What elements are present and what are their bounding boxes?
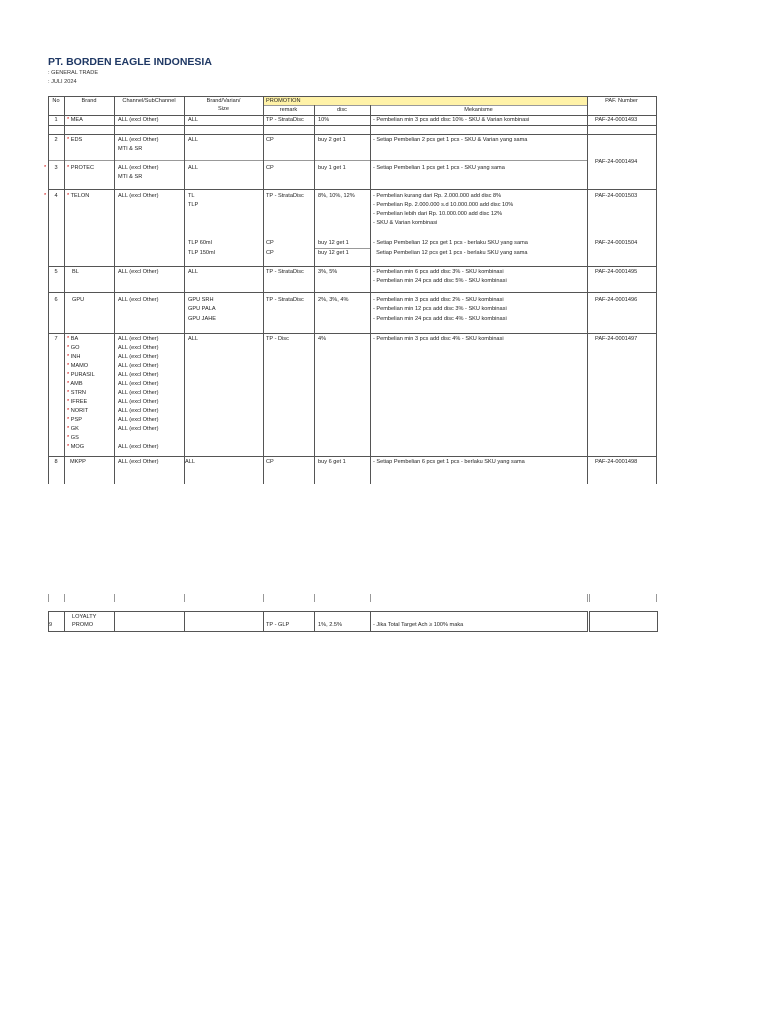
asterisk-marker: * — [67, 426, 70, 432]
loyalty-mekanisme: - Jika Total Target Ach ≥ 100% maka — [373, 622, 464, 628]
loyalty-col-line — [64, 611, 65, 631]
fragment-line — [64, 594, 65, 602]
loyalty-no: 9 — [49, 622, 53, 628]
row-channel-sub: MTI & SR — [118, 146, 143, 152]
row-mekanisme: - Pembelian min 3 pcs add disc 2% - SKU kombinasi — [373, 297, 504, 303]
row-remark: TP - StrataDisc — [266, 193, 304, 199]
row-brand: * STRN — [67, 390, 86, 396]
row-no: 1 — [54, 117, 58, 123]
asterisk-marker: * — [67, 345, 70, 351]
asterisk-marker: * — [67, 117, 70, 123]
header-channel: Channel/SubChannel — [122, 98, 176, 104]
row-variant: TL — [188, 193, 195, 199]
fragment-line — [263, 594, 264, 602]
col-line — [64, 96, 65, 484]
row-brand: * PROTEC — [67, 165, 95, 171]
row-remark: TP - Disc — [266, 336, 289, 342]
row-brand: * MEA — [67, 117, 83, 123]
asterisk-marker: * — [67, 399, 70, 405]
row-no: 6 — [54, 297, 58, 303]
header-disc: disc — [337, 107, 347, 113]
row-remark: CP — [266, 459, 274, 465]
row-line — [48, 292, 656, 293]
row-brand: * MAMO — [67, 363, 89, 369]
col-line — [314, 105, 315, 484]
row-channel: ALL (excl Other) — [118, 117, 159, 123]
row-brand: * GK — [67, 426, 79, 432]
row-mekanisme: - Pembelian lebih dari Rp. 10.000.000 add disc 12% — [373, 211, 503, 217]
row-brand: * TELON — [67, 193, 90, 199]
row-remark: TP - StrataDisc — [266, 269, 304, 275]
row-mekanisme: - Pembelian min 3 pcs add disc 4% - SKU kombinasi — [373, 336, 504, 342]
row-mekanisme: - Pembelian min 12 pcs add disc 3% - SKU kombinasi — [373, 306, 507, 312]
channel-list — [118, 335, 159, 452]
row-remark: CP — [266, 240, 274, 246]
row-variant: ALL — [188, 336, 198, 342]
row-line — [48, 125, 656, 126]
row-channel: ALL (excl Other) — [118, 417, 159, 423]
row-line — [48, 333, 656, 334]
row-mekanisme: - Setiap Pembelian 12 pcs get 1 pcs - berlaku SKU yang sama — [373, 240, 528, 246]
row-disc: buy 1 get 1 — [318, 165, 346, 171]
asterisk-marker: * — [67, 137, 70, 143]
row-paf: PAF-24-0001496 — [595, 297, 638, 303]
asterisk-marker: * — [67, 444, 70, 450]
row-channel: ALL (excl Other) — [118, 444, 159, 450]
row-disc: 2%, 3%, 4% — [318, 297, 349, 303]
row-mekanisme: - Pembelian min 24 pcs add disc 4% - SKU kombinasi — [373, 316, 507, 322]
loyalty-top-line — [48, 611, 588, 612]
row-line — [48, 134, 656, 135]
fragment-line — [589, 594, 590, 602]
trade-label: : GENERAL TRADE — [48, 70, 99, 76]
row-line — [48, 189, 656, 190]
row-channel: ALL (excl Other) — [118, 297, 159, 303]
loyalty-paf-cell — [589, 611, 658, 632]
loyalty-col-line — [314, 611, 315, 631]
row-remark: CP — [266, 165, 274, 171]
col-line — [263, 96, 264, 484]
row-brand: * MOG — [67, 444, 85, 450]
row-mekanisme: - Pembelian min 3 pcs add disc 10% - SKU & Varian kombinasi — [373, 117, 530, 123]
row-no: 2 — [54, 137, 58, 143]
row-paf: PAF-24-0001493 — [595, 117, 638, 123]
loyalty-col-line — [370, 611, 371, 631]
asterisk-marker: * — [67, 354, 70, 360]
asterisk-marker: * — [67, 193, 70, 199]
row-mekanisme: Setiap Pembelian 12 pcs get 1 pcs - berlaku SKU yang sama — [373, 250, 528, 256]
row-no: 4 — [54, 193, 58, 199]
header-variant: Brand/Varian/ — [206, 98, 241, 104]
col-line — [370, 105, 371, 484]
row-mekanisme: - Pembelian Rp. 2.000.000 s.d 10.000.000 add disc 10% — [373, 202, 514, 208]
row-disc: buy 12 get 1 — [318, 250, 349, 256]
loyalty-col-line — [263, 611, 264, 631]
fragment-line — [48, 594, 49, 602]
row-brand: * IFREE — [67, 399, 88, 405]
row-channel: ALL (excl Other) — [118, 165, 159, 171]
row-disc: 3%, 5% — [318, 269, 338, 275]
row-disc: 4% — [318, 336, 327, 342]
col-line — [656, 96, 657, 484]
row-mekanisme: - SKU & Varian kombinasi — [373, 220, 438, 226]
row-disc: 8%, 10%, 12% — [318, 193, 355, 199]
fragment-line — [184, 594, 185, 602]
row-brand: * PURASIL — [67, 372, 95, 378]
row-mekanisme: - Pembelian kurang dari Rp. 2.000.000 add disc 8% — [373, 193, 502, 199]
row-variant: ALL — [188, 137, 198, 143]
row-channel: ALL (excl Other) — [118, 426, 159, 432]
fragment-line — [114, 594, 115, 602]
row-channel: ALL (excl Other) — [118, 390, 159, 396]
row-variant: GPU PALA — [188, 306, 216, 312]
row-channel: ALL (excl Other) — [118, 336, 159, 342]
row-mekanisme: - Setiap Pembelian 2 pcs get 1 pcs - SKU & Varian yang sama — [373, 137, 528, 143]
header-variant-size: Size — [218, 106, 229, 112]
row-brand: GPU — [72, 297, 85, 303]
row-channel — [118, 434, 159, 443]
company-title: PT. BORDEN EAGLE INDONESIA — [48, 56, 212, 68]
row-channel: ALL (excl Other) — [118, 345, 159, 351]
row-channel: ALL (excl Other) — [118, 137, 159, 143]
loyalty-col-line — [184, 611, 185, 631]
row-variant: ALL — [185, 459, 195, 465]
row-no: 8 — [54, 459, 58, 465]
row-no: 5 — [54, 269, 58, 275]
row-channel-sub: MTI & SR — [118, 174, 143, 180]
asterisk-marker: * — [67, 381, 70, 387]
loyalty-brand: LOYALTY — [72, 614, 97, 620]
row-brand: * PSP — [67, 417, 82, 423]
row-variant: ALL — [188, 269, 198, 275]
row-line — [48, 160, 588, 161]
loyalty-col-line — [114, 611, 115, 631]
period-label: : JULI 2024 — [48, 79, 77, 85]
row-no: 7 — [54, 336, 58, 342]
row-channel: ALL (excl Other) — [118, 363, 159, 369]
asterisk-marker: * — [67, 372, 70, 378]
row-brand: * BA — [67, 336, 79, 342]
row-channel: ALL (excl Other) — [118, 193, 159, 199]
row-line — [48, 266, 656, 267]
col-line — [184, 96, 185, 484]
row-brand: * EDS — [67, 137, 83, 143]
row-disc: buy 2 get 1 — [318, 137, 346, 143]
row-remark: CP — [266, 250, 274, 256]
row-variant: TLP — [188, 202, 199, 208]
loyalty-remark: TP - GLP — [266, 622, 290, 628]
row-paf: PAF-24-0001498 — [595, 459, 638, 465]
header-mekanisme: Mekanisme — [464, 107, 493, 113]
col-line — [114, 96, 115, 484]
row-channel: ALL (excl Other) — [118, 354, 159, 360]
row-remark: TP - StrataDisc — [266, 297, 304, 303]
loyalty-disc: 1%, 2.5% — [318, 622, 342, 628]
row-channel: ALL (excl Other) — [118, 399, 159, 405]
row-remark: CP — [266, 137, 274, 143]
row-disc: buy 6 get 1 — [318, 459, 346, 465]
header-promotion: PROMOTION — [266, 98, 301, 104]
fragment-line — [314, 594, 315, 602]
fragment-line — [656, 594, 657, 602]
header-remark: remark — [279, 107, 298, 113]
row-paf: PAF-24-0001504 — [595, 240, 638, 246]
header-no: No — [52, 98, 60, 104]
row-channel: ALL (excl Other) — [118, 381, 159, 387]
asterisk-marker: * — [67, 165, 70, 171]
row-variant: TLP 60ml — [188, 240, 212, 246]
row-mekanisme: - Pembelian min 24 pcs add disc 5% - SKU kombinasi — [373, 278, 507, 284]
loyalty-brand: PROMO — [72, 622, 94, 628]
header-paf: PAF. Number — [605, 98, 638, 104]
loyalty-bottom-line — [48, 631, 588, 632]
asterisk-marker: * — [67, 408, 70, 414]
row-variant: ALL — [188, 117, 198, 123]
row-channel: ALL (excl Other) — [118, 269, 159, 275]
fragment-line — [587, 594, 588, 602]
col-line — [48, 96, 49, 484]
row-brand: * NORIT — [67, 408, 89, 414]
row-disc: 10% — [318, 117, 330, 123]
loyalty-col-line — [587, 611, 588, 631]
row-variant: GPU SRH — [188, 297, 214, 303]
row-variant: ALL — [188, 165, 198, 171]
row-mekanisme: - Setiap Pembelian 6 pcs get 1 pcs - berlaku SKU yang sama — [373, 459, 525, 465]
fragment-line — [370, 594, 371, 602]
row-brand: MKPP — [70, 459, 86, 465]
row-variant: TLP 150ml — [188, 250, 215, 256]
row-channel: ALL (excl Other) — [118, 372, 159, 378]
row-mekanisme: - Setiap Pembelian 1 pcs get 1 pcs - SKU yang sama — [373, 165, 505, 171]
row-channel: ALL (excl Other) — [118, 408, 159, 414]
row-no: 3 — [54, 165, 58, 171]
row-disc: buy 12 get 1 — [318, 240, 349, 246]
brand-list — [67, 335, 95, 452]
row-line — [48, 456, 656, 457]
asterisk-marker: * — [67, 417, 70, 423]
row-variant: GPU JAHE — [188, 316, 216, 322]
row-paf: PAF-24-0001503 — [595, 193, 638, 199]
row-brand: * AMB — [67, 381, 83, 387]
row-marker: * — [44, 193, 47, 199]
row-channel: ALL (excl Other) — [118, 459, 159, 465]
row-brand: * GO — [67, 345, 80, 351]
row-brand: BL — [72, 269, 79, 275]
header-brand: Brand — [81, 98, 97, 104]
row-paf: PAF-24-0001497 — [595, 336, 638, 342]
row-paf: PAF-24-0001495 — [595, 269, 638, 275]
row-remark: TP - StrataDisc — [266, 117, 304, 123]
asterisk-marker: * — [67, 435, 70, 441]
row-paf: PAF-24-0001494 — [595, 159, 638, 165]
col-line — [587, 96, 588, 484]
row-mekanisme: - Pembelian min 6 pcs add disc 3% - SKU kombinasi — [373, 269, 504, 275]
row-brand: * GS — [67, 435, 79, 441]
asterisk-marker: * — [67, 336, 70, 342]
asterisk-marker: * — [67, 390, 70, 396]
row-marker: * — [44, 165, 47, 171]
asterisk-marker: * — [67, 363, 70, 369]
row-brand: * INH — [67, 354, 81, 360]
